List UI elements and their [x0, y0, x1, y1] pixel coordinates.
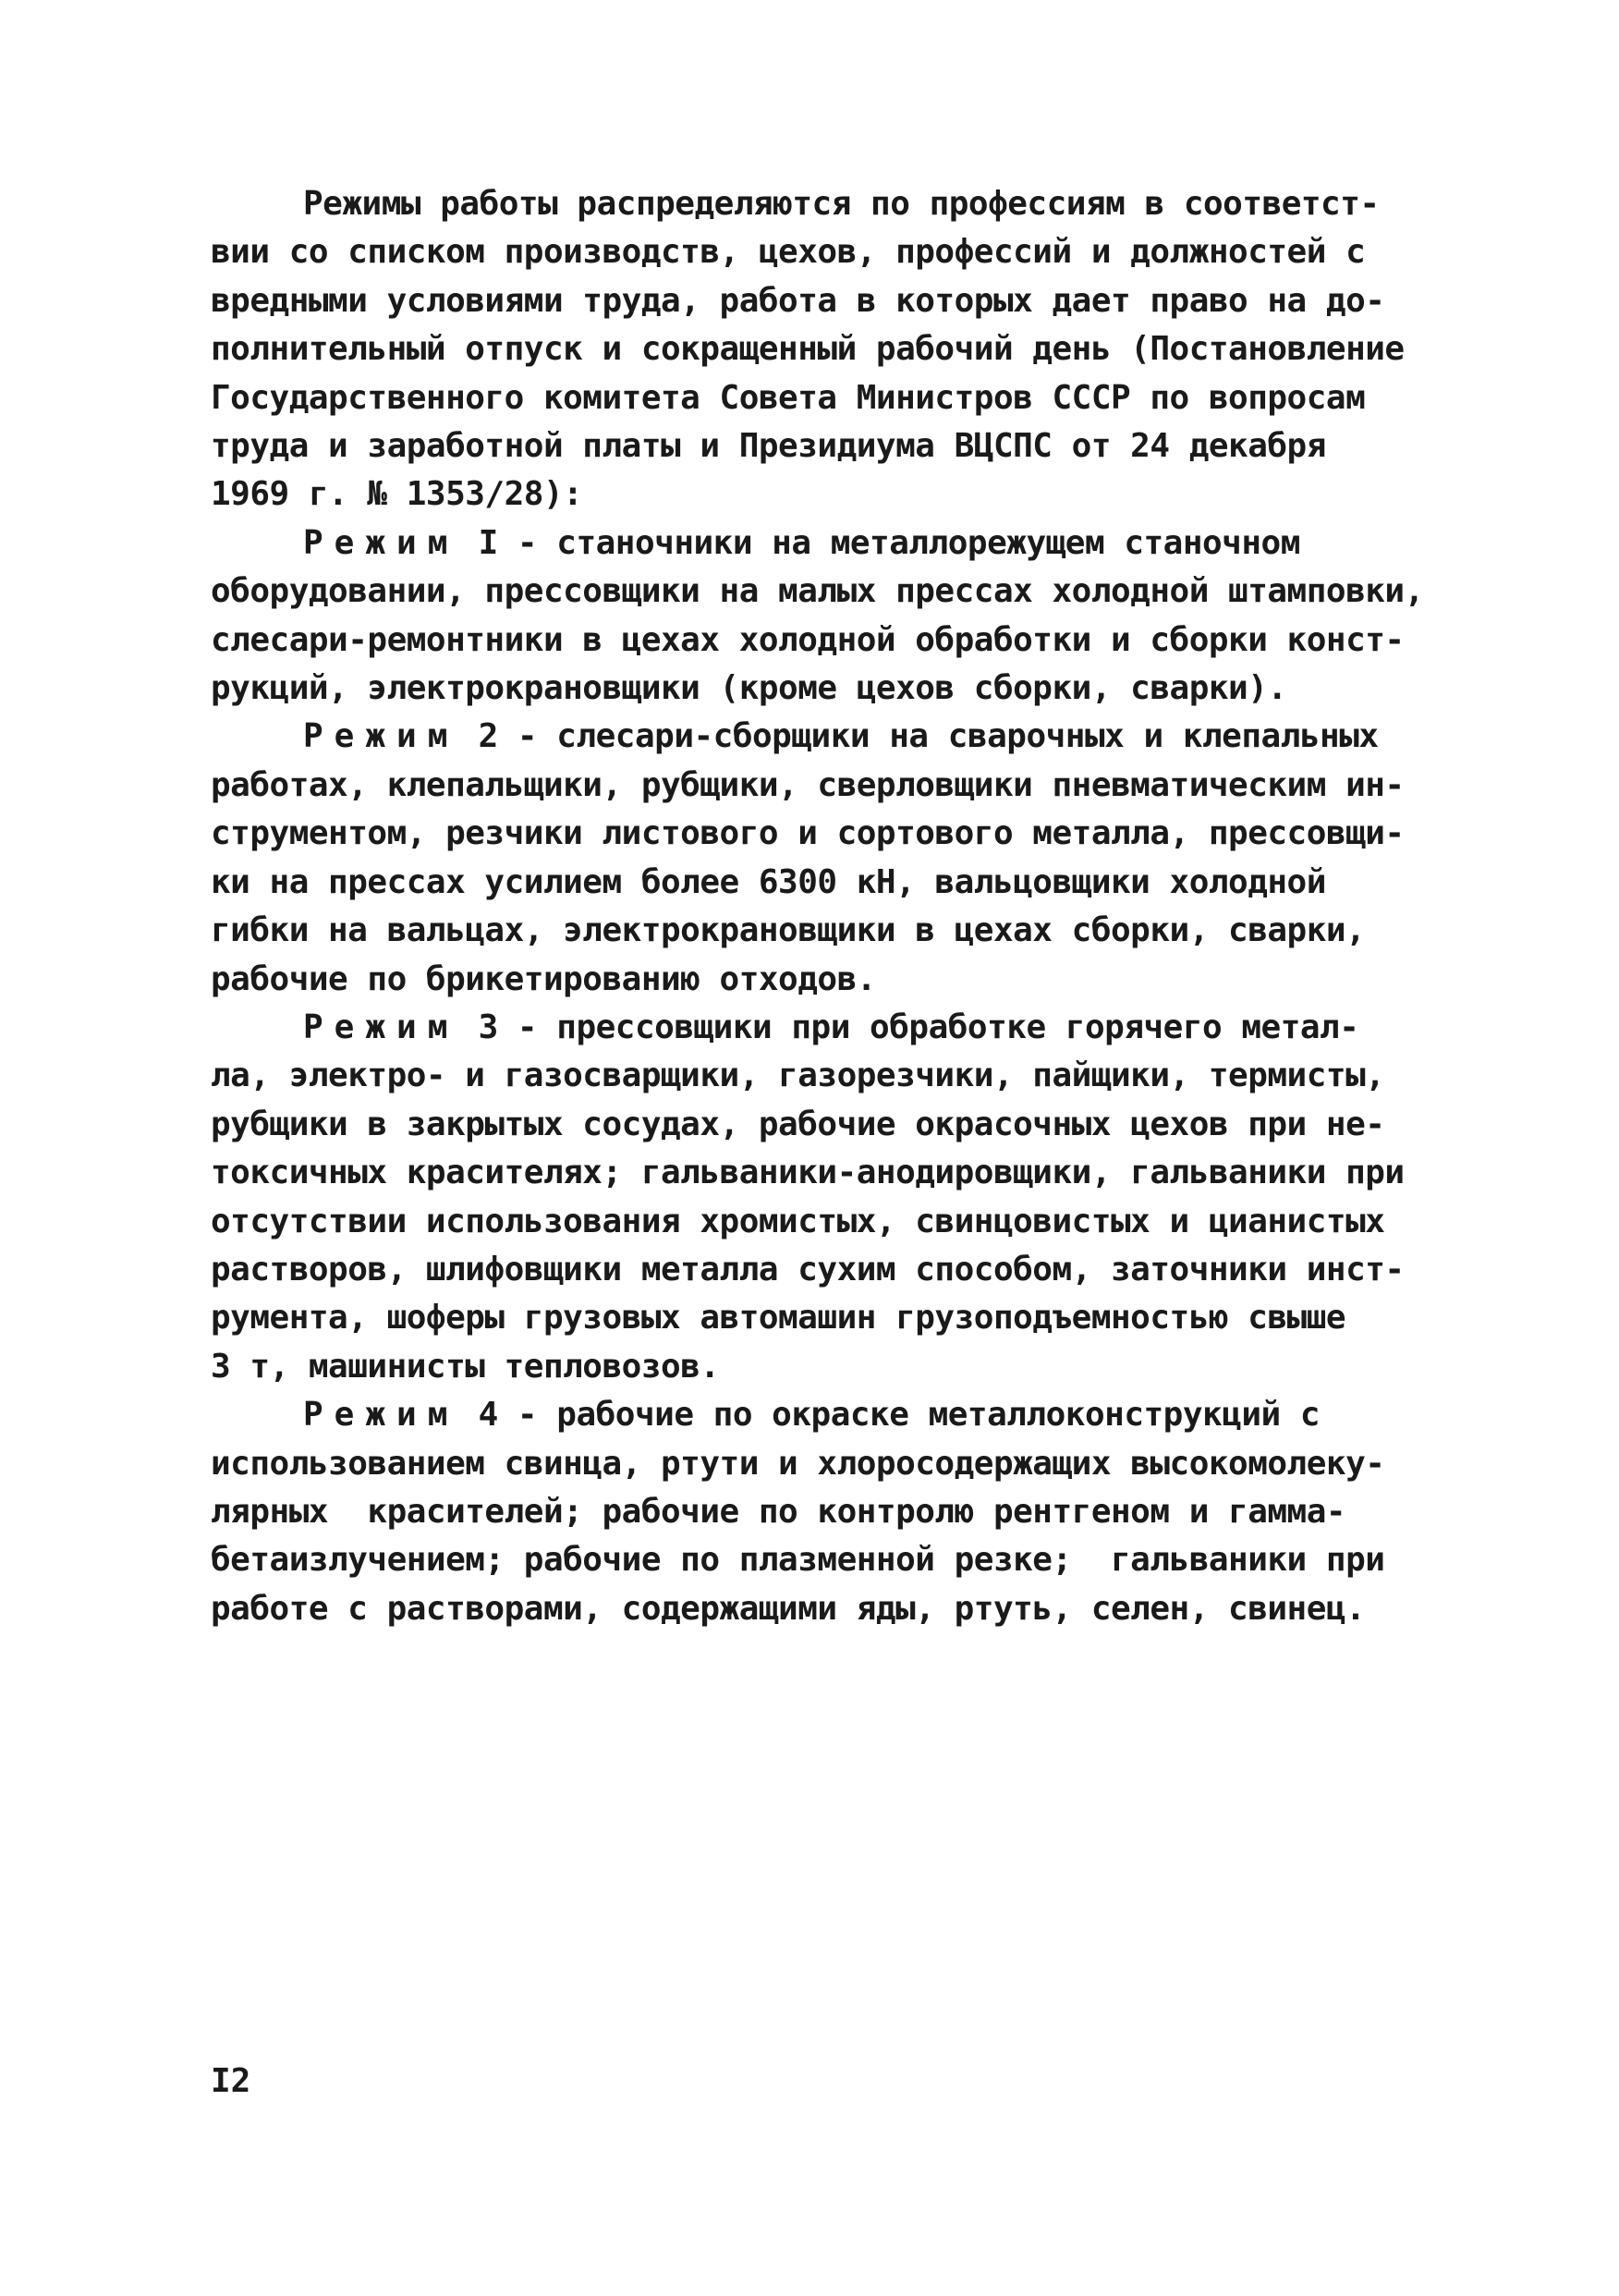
regime-number: 3	[478, 1008, 498, 1046]
text-line: - слесари-сборщики на сварочных и клепальных	[497, 717, 1379, 756]
text-line: 1969 г. № 1353/28):	[211, 475, 583, 514]
text-line: румента, шоферы грузовых автомашин грузоподъемностью свыше	[211, 1299, 1346, 1337]
text-line: - рабочие по окраске металлоконструкций с	[497, 1396, 1321, 1435]
text-line: Режимы работы распределяются по профессиям в соответст-	[303, 185, 1380, 223]
intro-paragraph	[211, 180, 1412, 519]
text-line: 3 т, машинисты тепловозов.	[211, 1347, 720, 1386]
text-line: бетаизлучением; рабочие по плазменной резке; гальваники при	[211, 1541, 1385, 1580]
text-line: Государственного комитета Совета Министров СССР по вопросам	[211, 378, 1366, 417]
page-number: I2	[211, 2062, 251, 2100]
regime-heading-line	[211, 1391, 1412, 1439]
text-line: растворов, шлифовщики металла сухим способом, заточники инст-	[211, 1250, 1405, 1288]
regime-heading-line	[211, 519, 1412, 568]
regime-label: Режим	[303, 717, 459, 756]
text-line: рукций, электрокрановщики (кроме цехов сборки, сварки).	[211, 669, 1287, 708]
text-line: вии со списком производств, цехов, профессий и должностей с	[211, 233, 1366, 272]
text-line: слесари-ремонтники в цехах холодной обработки и сборки конст-	[211, 620, 1405, 659]
regime-number: 2	[478, 717, 498, 756]
text-line: струментом, резчики листового и сортового металла, прессовщи-	[211, 814, 1405, 853]
regime-label: Режим	[303, 523, 459, 562]
text-line: рубщики в закрытых сосудах, рабочие окрасочных цехов при не-	[211, 1105, 1385, 1143]
regime-1-paragraph	[211, 519, 1424, 714]
text-line: полнительный отпуск и сокращенный рабочий день (Постановление	[211, 330, 1405, 369]
regime-2-paragraph	[211, 713, 1412, 1003]
regime-3-paragraph	[211, 1004, 1412, 1391]
regime-label: Режим	[303, 1008, 459, 1046]
text-line: гибки на вальцах, электрокрановщики в цехах сборки, сварки,	[211, 911, 1366, 950]
text-line: лярных красителей; рабочие по контролю рентгеном и гамма-	[211, 1492, 1346, 1531]
regime-label: Режим	[303, 1396, 459, 1435]
text-line: работах, клепальщики, рубщики, сверловщики пневматическим ин-	[211, 765, 1405, 804]
regime-4-paragraph	[211, 1391, 1412, 1633]
text-line: работе с растворами, содержащими яды, ртуть, селен, свинец.	[211, 1589, 1366, 1628]
text-line: использованием свинца, ртути и хлоросодержащих высокомолеку-	[211, 1444, 1385, 1483]
text-line: рабочие по брикетированию отходов.	[211, 959, 876, 998]
regime-number: 4	[478, 1396, 498, 1435]
text-line: отсутствии использования хромистых, свинцовистых и цианистых	[211, 1202, 1385, 1240]
text-line: вредными условиями труда, работа в которых дает право на до-	[211, 281, 1385, 320]
regime-number: I	[478, 523, 498, 562]
document-body	[211, 180, 1424, 1633]
text-line: - прессовщики при обработке горячего метал-	[497, 1008, 1359, 1046]
text-line: труда и заработной платы и Президиума ВЦСПС от 24 декабря	[211, 427, 1326, 466]
text-line: ки на прессах усилием более 6300 кН, вальцовщики холодной	[211, 862, 1326, 901]
regime-heading-line	[211, 713, 1412, 761]
text-line: - станочники на металлорежущем станочном	[497, 523, 1300, 562]
regime-heading-line	[211, 1004, 1412, 1052]
text-line: ла, электро- и газосварщики, газорезчики, пайщики, термисты,	[211, 1056, 1385, 1095]
text-line: оборудовании, прессовщики на малых прессах холодной штамповки,	[211, 572, 1424, 611]
text-line: токсичных красителях; гальваники-анодировщики, гальваники при	[211, 1154, 1405, 1192]
